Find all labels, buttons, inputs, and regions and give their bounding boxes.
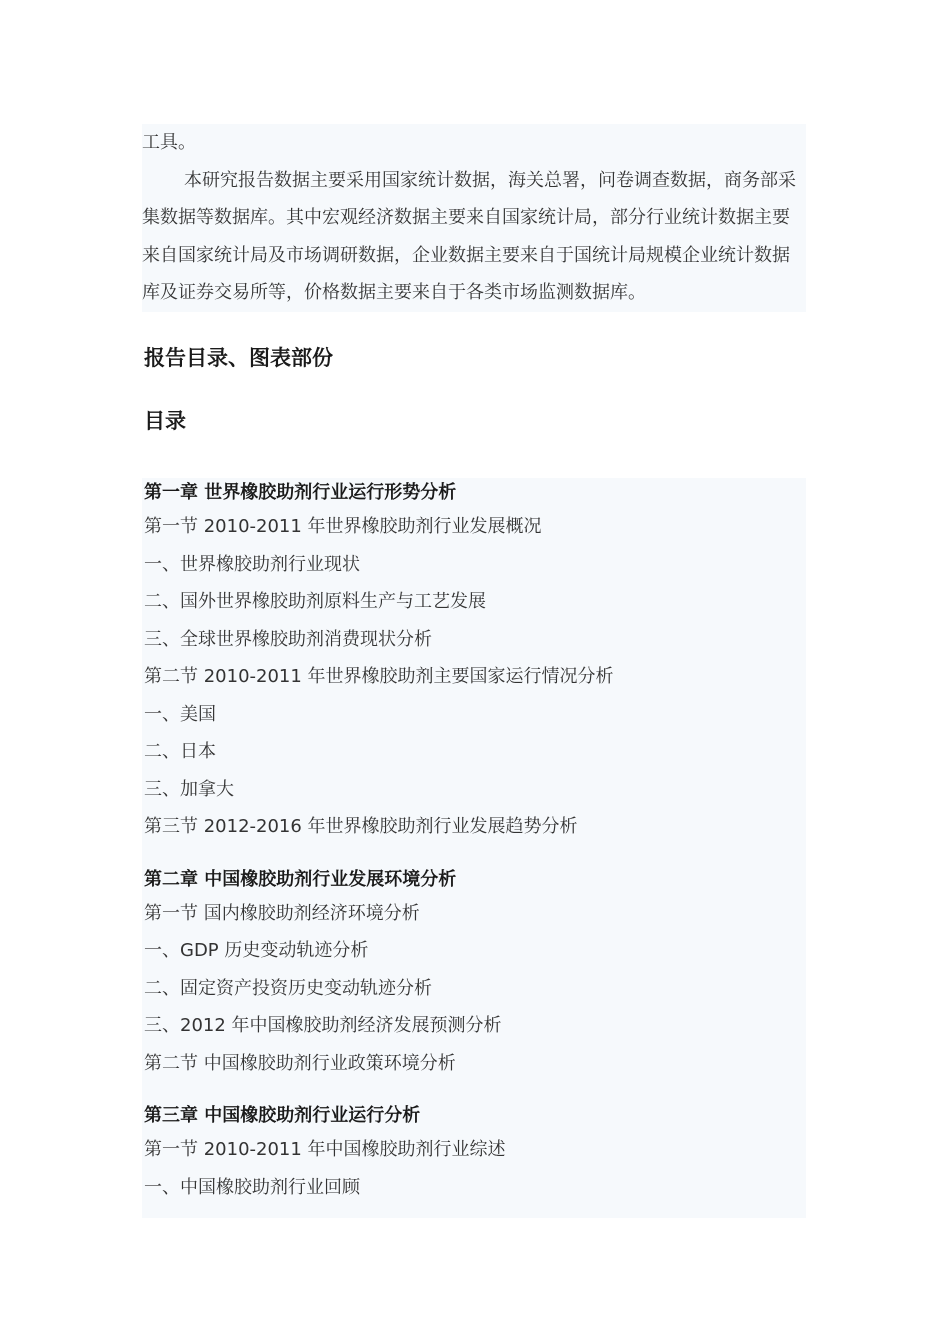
toc-entry: 三、全球世界橡胶助剂消费现状分析 bbox=[144, 628, 432, 650]
toc-entry: 二、日本 bbox=[144, 741, 216, 762]
toc-entry: 第一节 2010-2011 年中国橡胶助剂行业综述 bbox=[144, 1139, 506, 1160]
toc-entry: 第一节 国内橡胶助剂经济环境分析 bbox=[144, 902, 420, 924]
toc-entry: 一、美国 bbox=[144, 703, 216, 725]
toc-entry: 三、2012 年中国橡胶助剂经济发展预测分析 bbox=[144, 1015, 502, 1036]
chapter-2 bbox=[142, 865, 806, 1083]
toc-entry: 第二节 2010-2011 年世界橡胶助剂主要国家运行情况分析 bbox=[144, 666, 614, 687]
chapter-title: 第三章 中国橡胶助剂行业运行分析 bbox=[144, 1105, 421, 1126]
toc-heading: 目录 bbox=[144, 409, 186, 433]
intro-paragraph: 本研究报告数据主要采用国家统计数据，海关总署，问卷调查数据，商务部采集数据等数据库。其中宏观经济数据主要来自国家统计局，部分行业统计数据主要来自国家统计局及市场调研数据，企业数据主要来自于国统计局规模企业统计数据库及证券交易所等，价格数据主要来自于各类市场监测数据库。 bbox=[142, 169, 796, 303]
chapter-1 bbox=[142, 478, 806, 846]
toc-entry: 一、中国橡胶助剂行业回顾 bbox=[144, 1176, 360, 1198]
chapter-title: 第二章 中国橡胶助剂行业发展环境分析 bbox=[144, 868, 457, 890]
toc-entry: 三、加拿大 bbox=[144, 778, 234, 800]
toc-entry: 第三节 2012-2016 年世界橡胶助剂行业发展趋势分析 bbox=[144, 816, 578, 837]
chapter-3 bbox=[142, 1101, 806, 1206]
toc-entry: 第一节 2010-2011 年世界橡胶助剂行业发展概况 bbox=[144, 516, 542, 537]
toc-entry: 一、世界橡胶助剂行业现状 bbox=[144, 553, 360, 575]
chapter-title: 第一章 世界橡胶助剂行业运行形势分析 bbox=[144, 482, 457, 503]
intro-first-line: 工具。 bbox=[142, 132, 196, 153]
report-heading: 报告目录、图表部份 bbox=[144, 346, 333, 370]
toc-entry: 一、GDP 历史变动轨迹分析 bbox=[144, 940, 369, 961]
toc-entry: 二、国外世界橡胶助剂原料生产与工艺发展 bbox=[144, 591, 486, 612]
toc-entry: 第二节 中国橡胶助剂行业政策环境分析 bbox=[144, 1052, 456, 1074]
intro-block bbox=[142, 124, 806, 312]
toc-entry: 二、固定资产投资历史变动轨迹分析 bbox=[144, 977, 432, 999]
table-of-contents bbox=[142, 478, 806, 1218]
